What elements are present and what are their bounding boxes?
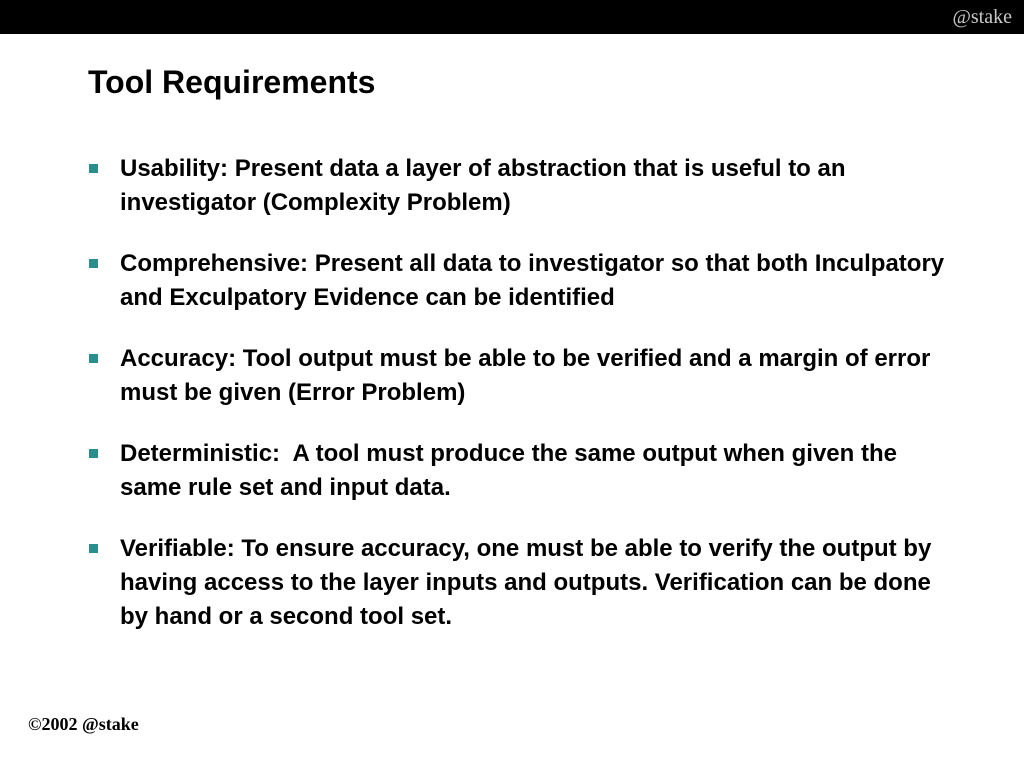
bullet-list (88, 152, 958, 661)
top-bar (0, 0, 1024, 34)
square-bullet-icon (89, 164, 98, 173)
brand-logo-text: @stake (952, 6, 1012, 28)
bullet-text: Deterministic: A tool must produce the same output when given the same rule set and input data. (120, 440, 904, 501)
square-bullet-icon (89, 259, 98, 268)
bullet-text: Usability: Present data a layer of abstraction that is useful to an investigator (Complexity Problem) (120, 155, 846, 216)
bullet-text: Accuracy: Tool output must be able to be verified and a margin of error must be given (Error Problem) (120, 345, 931, 406)
square-bullet-icon (89, 544, 98, 553)
bullet-item-deterministic (88, 437, 958, 505)
bullet-text: Verifiable: To ensure accuracy, one must be able to verify the output by having access to the layer inputs and outputs. Verification can be done by hand or a second tool set. (120, 535, 932, 630)
bullet-item-comprehensive (88, 247, 958, 315)
bullet-text: Comprehensive: Present all data to investigator so that both Inculpatory and Exculpatory Evidence can be identified (120, 250, 945, 311)
footer-copyright: ©2002 @stake (28, 714, 139, 734)
square-bullet-icon (89, 354, 98, 363)
bullet-item-accuracy (88, 342, 958, 410)
bullet-item-usability (88, 152, 958, 220)
slide-title: Tool Requirements (88, 64, 376, 100)
bullet-item-verifiable (88, 532, 958, 634)
square-bullet-icon (89, 449, 98, 458)
